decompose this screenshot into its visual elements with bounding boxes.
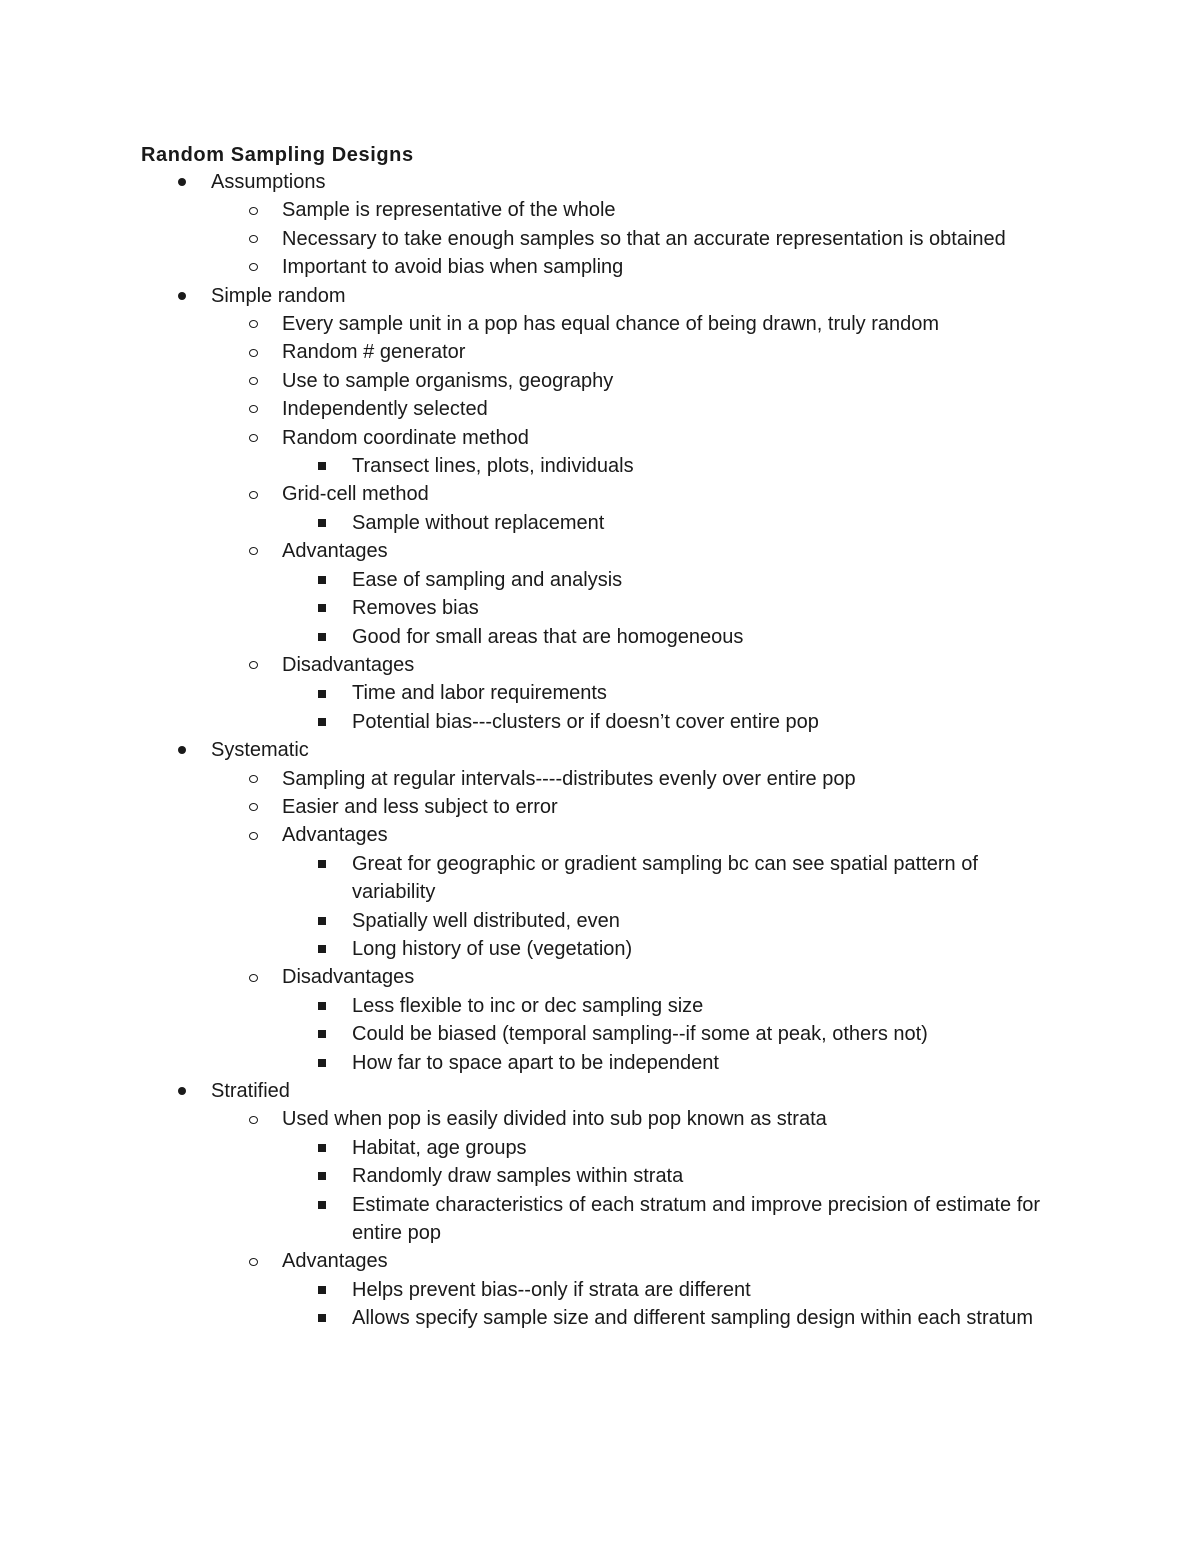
outline-item-level-3 (0, 850, 1042, 907)
circle-bullet-icon (249, 253, 258, 281)
outline-item-level-2 (0, 793, 1042, 821)
outline-item-level-3 (0, 509, 1042, 537)
outline-item-text: Grid-cell method (282, 483, 429, 506)
square-bullet-icon (318, 1162, 326, 1190)
outline-item-level-2 (0, 480, 1042, 508)
outline-item-level-2 (0, 338, 1042, 366)
outline-item-text: Advantages (282, 824, 388, 847)
outline-item-text: Spatially well distributed, even (352, 909, 620, 932)
outline-item-text: Transect lines, plots, individuals (352, 455, 634, 478)
outline-item-level-3 (0, 907, 1042, 935)
square-bullet-icon (318, 679, 326, 707)
square-bullet-icon (318, 935, 326, 963)
outline-item-level-3 (0, 708, 1042, 736)
circle-bullet-icon (249, 1247, 258, 1275)
circle-bullet-icon (249, 310, 258, 338)
circle-bullet-icon (249, 821, 258, 849)
outline-item-text: Sample without replacement (352, 511, 605, 534)
outline-item-text: Simple random (211, 284, 346, 307)
outline-item-level-1 (0, 1077, 1011, 1105)
outline-item-text: Potential bias---clusters or if doesn’t cover entire pop (352, 710, 819, 733)
bulleted-outline (0, 168, 1200, 1333)
outline-item-text: Random coordinate method (282, 426, 529, 449)
outline-item-level-3 (0, 1020, 1042, 1048)
outline-item-text: Random # generator (282, 341, 466, 364)
outline-item-level-3 (0, 935, 1042, 963)
outline-item-text: Great for geographic or gradient sampling bc can see spatial pattern of variability (352, 852, 978, 904)
outline-item-level-3 (0, 679, 1042, 707)
disc-bullet-icon (178, 168, 186, 196)
circle-bullet-icon (249, 1105, 258, 1133)
circle-bullet-icon (249, 480, 258, 508)
disc-bullet-icon (178, 736, 186, 764)
outline-item-text: Could be biased (temporal sampling--if some at peak, others not) (352, 1023, 928, 1046)
outline-item-level-2 (0, 367, 1042, 395)
square-bullet-icon (318, 1304, 326, 1332)
outline-item-level-2 (0, 253, 1042, 281)
square-bullet-icon (318, 907, 326, 935)
square-bullet-icon (318, 623, 326, 651)
square-bullet-icon (318, 509, 326, 537)
outline-item-level-1 (0, 168, 1011, 196)
square-bullet-icon (318, 1276, 326, 1304)
outline-item-text: Estimate characteristics of each stratum and improve precision of estimate for entire pop (352, 1193, 1041, 1245)
square-bullet-icon (318, 1049, 326, 1077)
outline-item-level-1 (0, 736, 1011, 764)
outline-item-text: Disadvantages (282, 966, 415, 989)
outline-item-text: Disadvantages (282, 653, 415, 676)
outline-item-text: Necessary to take enough samples so that an accurate representation is obtained (282, 227, 1006, 250)
square-bullet-icon (318, 1134, 326, 1162)
circle-bullet-icon (249, 367, 258, 395)
outline-item-text: Sampling at regular intervals----distributes evenly over entire pop (282, 767, 856, 790)
square-bullet-icon (318, 594, 326, 622)
outline-item-level-2 (0, 225, 1042, 253)
outline-item-level-2 (0, 424, 1042, 452)
outline-item-text: Less flexible to inc or dec sampling size (352, 994, 704, 1017)
circle-bullet-icon (249, 395, 258, 423)
outline-item-text: Sample is representative of the whole (282, 199, 616, 222)
square-bullet-icon (318, 708, 326, 736)
outline-item-level-2 (0, 395, 1042, 423)
outline-item-text: Stratified (211, 1080, 290, 1102)
circle-bullet-icon (249, 424, 258, 452)
outline-item-level-3 (0, 1049, 1042, 1077)
circle-bullet-icon (249, 793, 258, 821)
square-bullet-icon (318, 992, 326, 1020)
circle-bullet-icon (249, 537, 258, 565)
outline-item-text: Removes bias (352, 597, 479, 620)
outline-item-level-2 (0, 310, 1042, 338)
circle-bullet-icon (249, 651, 258, 679)
outline-item-level-2 (0, 537, 1042, 565)
circle-bullet-icon (249, 225, 258, 253)
square-bullet-icon (318, 1020, 326, 1048)
circle-bullet-icon (249, 765, 258, 793)
outline-item-text: Good for small areas that are homogeneous (352, 625, 744, 648)
outline-item-level-2 (0, 1247, 1042, 1275)
outline-item-text: Ease of sampling and analysis (352, 568, 623, 591)
outline-item-text: Time and labor requirements (352, 682, 607, 705)
outline-item-text: Advantages (282, 1250, 388, 1273)
outline-item-text: Systematic (211, 739, 309, 762)
outline-item-text: Independently selected (282, 398, 488, 421)
outline-item-level-2 (0, 1105, 1042, 1133)
square-bullet-icon (318, 566, 326, 594)
square-bullet-icon (318, 850, 326, 878)
outline-item-level-3 (0, 623, 1042, 651)
outline-item-text: Randomly draw samples within strata (352, 1165, 684, 1188)
outline-item-text: Assumptions (211, 171, 326, 193)
outline-item-level-2 (0, 963, 1042, 991)
outline-item-level-3 (0, 992, 1042, 1020)
outline-item-text: Allows specify sample size and different sampling design within each stratum (352, 1307, 1034, 1330)
outline-item-text: Long history of use (vegetation) (352, 937, 633, 960)
outline-item-level-1 (0, 282, 1011, 310)
disc-bullet-icon (178, 282, 186, 310)
outline-item-level-3 (0, 452, 1042, 480)
outline-item-text: Use to sample organisms, geography (282, 369, 614, 392)
outline-item-level-3 (0, 566, 1042, 594)
circle-bullet-icon (249, 338, 258, 366)
outline-item-text: Habitat, age groups (352, 1136, 527, 1159)
outline-item-level-2 (0, 196, 1042, 224)
outline-item-level-3 (0, 1191, 1042, 1248)
square-bullet-icon (318, 452, 326, 480)
outline-item-text: Helps prevent bias--only if strata are different (352, 1278, 751, 1301)
outline-item-level-2 (0, 821, 1042, 849)
page-title: Random Sampling Designs (141, 144, 414, 166)
outline-item-text: How far to space apart to be independent (352, 1051, 719, 1074)
circle-bullet-icon (249, 196, 258, 224)
outline-item-text: Easier and less subject to error (282, 795, 558, 818)
outline-item-level-3 (0, 594, 1042, 622)
outline-item-level-2 (0, 765, 1042, 793)
outline-item-level-3 (0, 1162, 1042, 1190)
outline-item-level-2 (0, 651, 1042, 679)
circle-bullet-icon (249, 963, 258, 991)
outline-item-text: Important to avoid bias when sampling (282, 256, 624, 279)
outline-item-text: Advantages (282, 540, 388, 563)
outline-item-level-3 (0, 1304, 1042, 1332)
outline-item-level-3 (0, 1134, 1042, 1162)
outline-item-text: Used when pop is easily divided into sub pop known as strata (282, 1108, 827, 1131)
square-bullet-icon (318, 1191, 326, 1219)
disc-bullet-icon (178, 1077, 186, 1105)
outline-item-level-3 (0, 1276, 1042, 1304)
outline-item-text: Every sample unit in a pop has equal chance of being drawn, truly random (282, 313, 940, 336)
